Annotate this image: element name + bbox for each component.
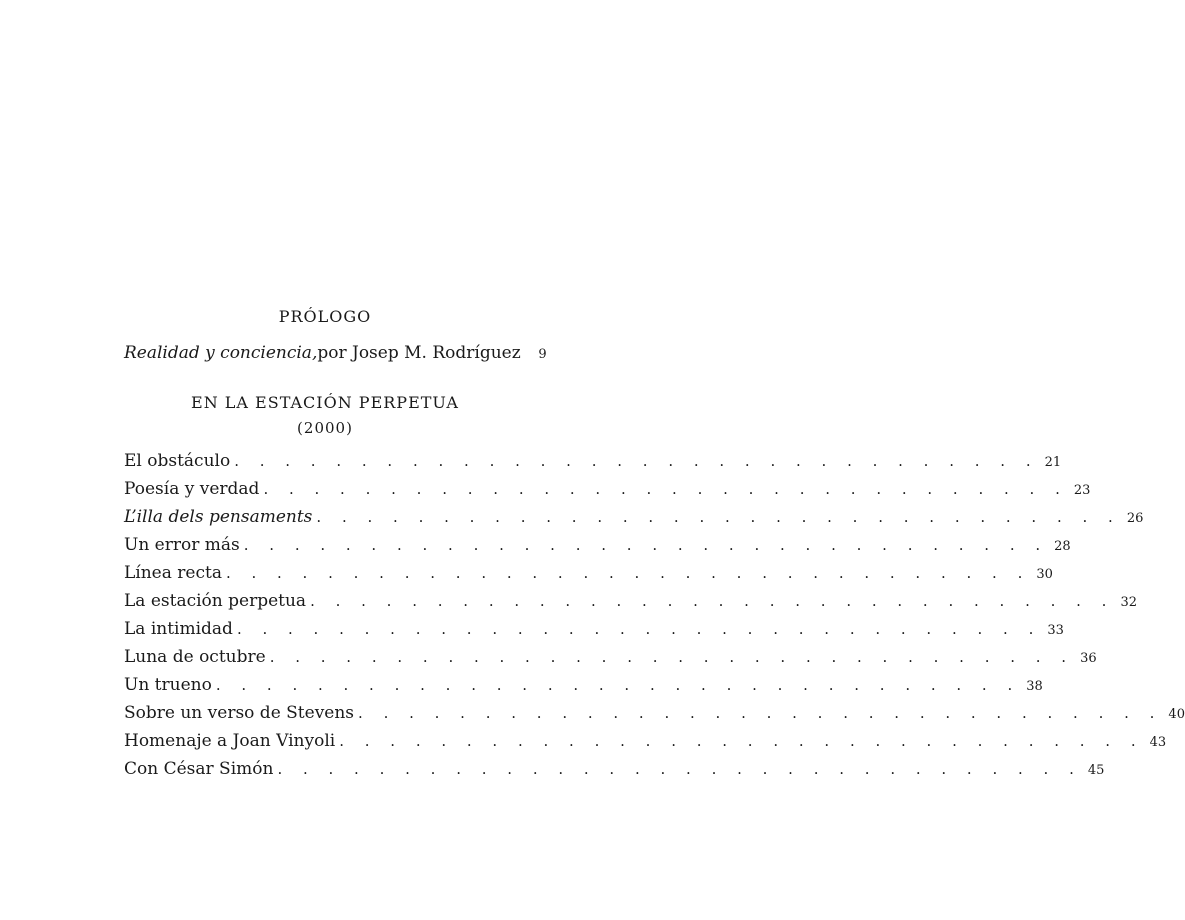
toc-entry <box>124 476 1091 502</box>
toc-entry <box>124 504 1144 530</box>
toc-entry-title: Homenaje a Joan Vinyoli <box>124 731 336 751</box>
section-year: (2000) <box>297 419 353 437</box>
toc-entry-page: 26 <box>1126 511 1144 526</box>
dot-leader: . . . . . . . . . . . . . . . . . . . . . . . . . . . . . . . . <box>339 732 1144 750</box>
toc-entry-page: 21 <box>1044 455 1062 470</box>
toc-entry-page: 40 <box>1168 707 1185 722</box>
dot-leader: . . . . . . . . . . . . . . . . . . . . . . . . . . . . . . . . <box>358 704 1163 722</box>
toc-entry <box>124 448 1062 474</box>
dot-leader: . . . . . . . . . . . . . . . . . . . . . . . . . . . . . . . . <box>215 676 1021 694</box>
prologue-entry-page: 9 <box>538 347 547 362</box>
toc-entry-title: Un trueno <box>124 675 212 695</box>
dot-leader: . . . . . . . . . . . . . . . . . . . . . . . . . . . . . . . . <box>234 452 1039 470</box>
toc-entry <box>124 728 1167 754</box>
toc-entry <box>124 700 1185 726</box>
toc-entry-title: La intimidad <box>124 619 233 639</box>
toc-entry-page: 33 <box>1047 623 1064 638</box>
toc-entry-title: La estación perpetua <box>124 591 307 611</box>
dot-leader: . . . . . . . . . . . . . . . . . . . . . . . . . . . . . . . . <box>263 480 1068 498</box>
toc-entry-page: 45 <box>1087 763 1105 778</box>
toc-entry-page: 32 <box>1120 595 1137 610</box>
toc-entry-page: 30 <box>1036 567 1053 582</box>
toc-entry-title: Un error más <box>124 535 240 555</box>
toc-entry <box>124 672 1043 698</box>
toc-entry-title: Línea recta <box>124 563 222 583</box>
dot-leader: . . . . . . . . . . . . . . . . . . . . . . . . . . . . . . . . <box>243 536 1049 554</box>
toc-entry-title: Con César Simón <box>124 759 274 779</box>
toc-entry-title: El obstáculo <box>124 451 231 471</box>
toc-entry-title: Sobre un verso de Stevens <box>124 703 355 723</box>
section-heading: EN LA ESTACIÓN PERPETUA <box>191 393 459 412</box>
toc-entry <box>124 756 1105 782</box>
prologue-entry-title: Realidad y conciencia, <box>124 343 318 363</box>
toc-entry <box>124 588 1137 614</box>
toc-entry-title: Poesía y verdad <box>124 479 260 499</box>
dot-leader: . . . . . . . . . . . . . . . . . . . . . . . . . . . . . . . . <box>310 592 1115 610</box>
dot-leader: . . . . . . . . . . . . . . . . . . . . . . . . . . . . . . . . <box>277 760 1082 778</box>
toc-entry-page: 23 <box>1073 483 1091 498</box>
toc-entry <box>124 644 1097 670</box>
toc-entry-page: 28 <box>1054 539 1071 554</box>
toc-entry-page: 38 <box>1026 679 1043 694</box>
prologue-entry <box>124 340 547 366</box>
dot-leader: . . . . . . . . . . . . . . . . . . . . . . . . . . . . . . . . <box>225 564 1031 582</box>
toc-entry <box>124 616 1064 642</box>
dot-leader: . . . . . . . . . . . . . . . . . . . . . . . . . . . . . . . . <box>316 508 1121 526</box>
prologue-entry-author: por Josep M. Rodríguez <box>317 343 521 363</box>
toc-entry-page: 36 <box>1080 651 1097 666</box>
toc-entry-title: L’illa dels pensaments <box>124 507 313 527</box>
toc-entry <box>124 532 1071 558</box>
toc-entry-page: 43 <box>1149 735 1167 750</box>
dot-leader: . . . . . . . . . . . . . . . . . . . . . . . . . . . . . . . . <box>269 648 1075 666</box>
toc-entry-title: Luna de octubre <box>124 647 266 667</box>
prologue-heading: PRÓLOGO <box>278 307 372 326</box>
dot-leader: . . . . . . . . . . . . . . . . . . . . . . . . . . . . . . . . <box>236 620 1042 638</box>
toc-entry <box>124 560 1053 586</box>
